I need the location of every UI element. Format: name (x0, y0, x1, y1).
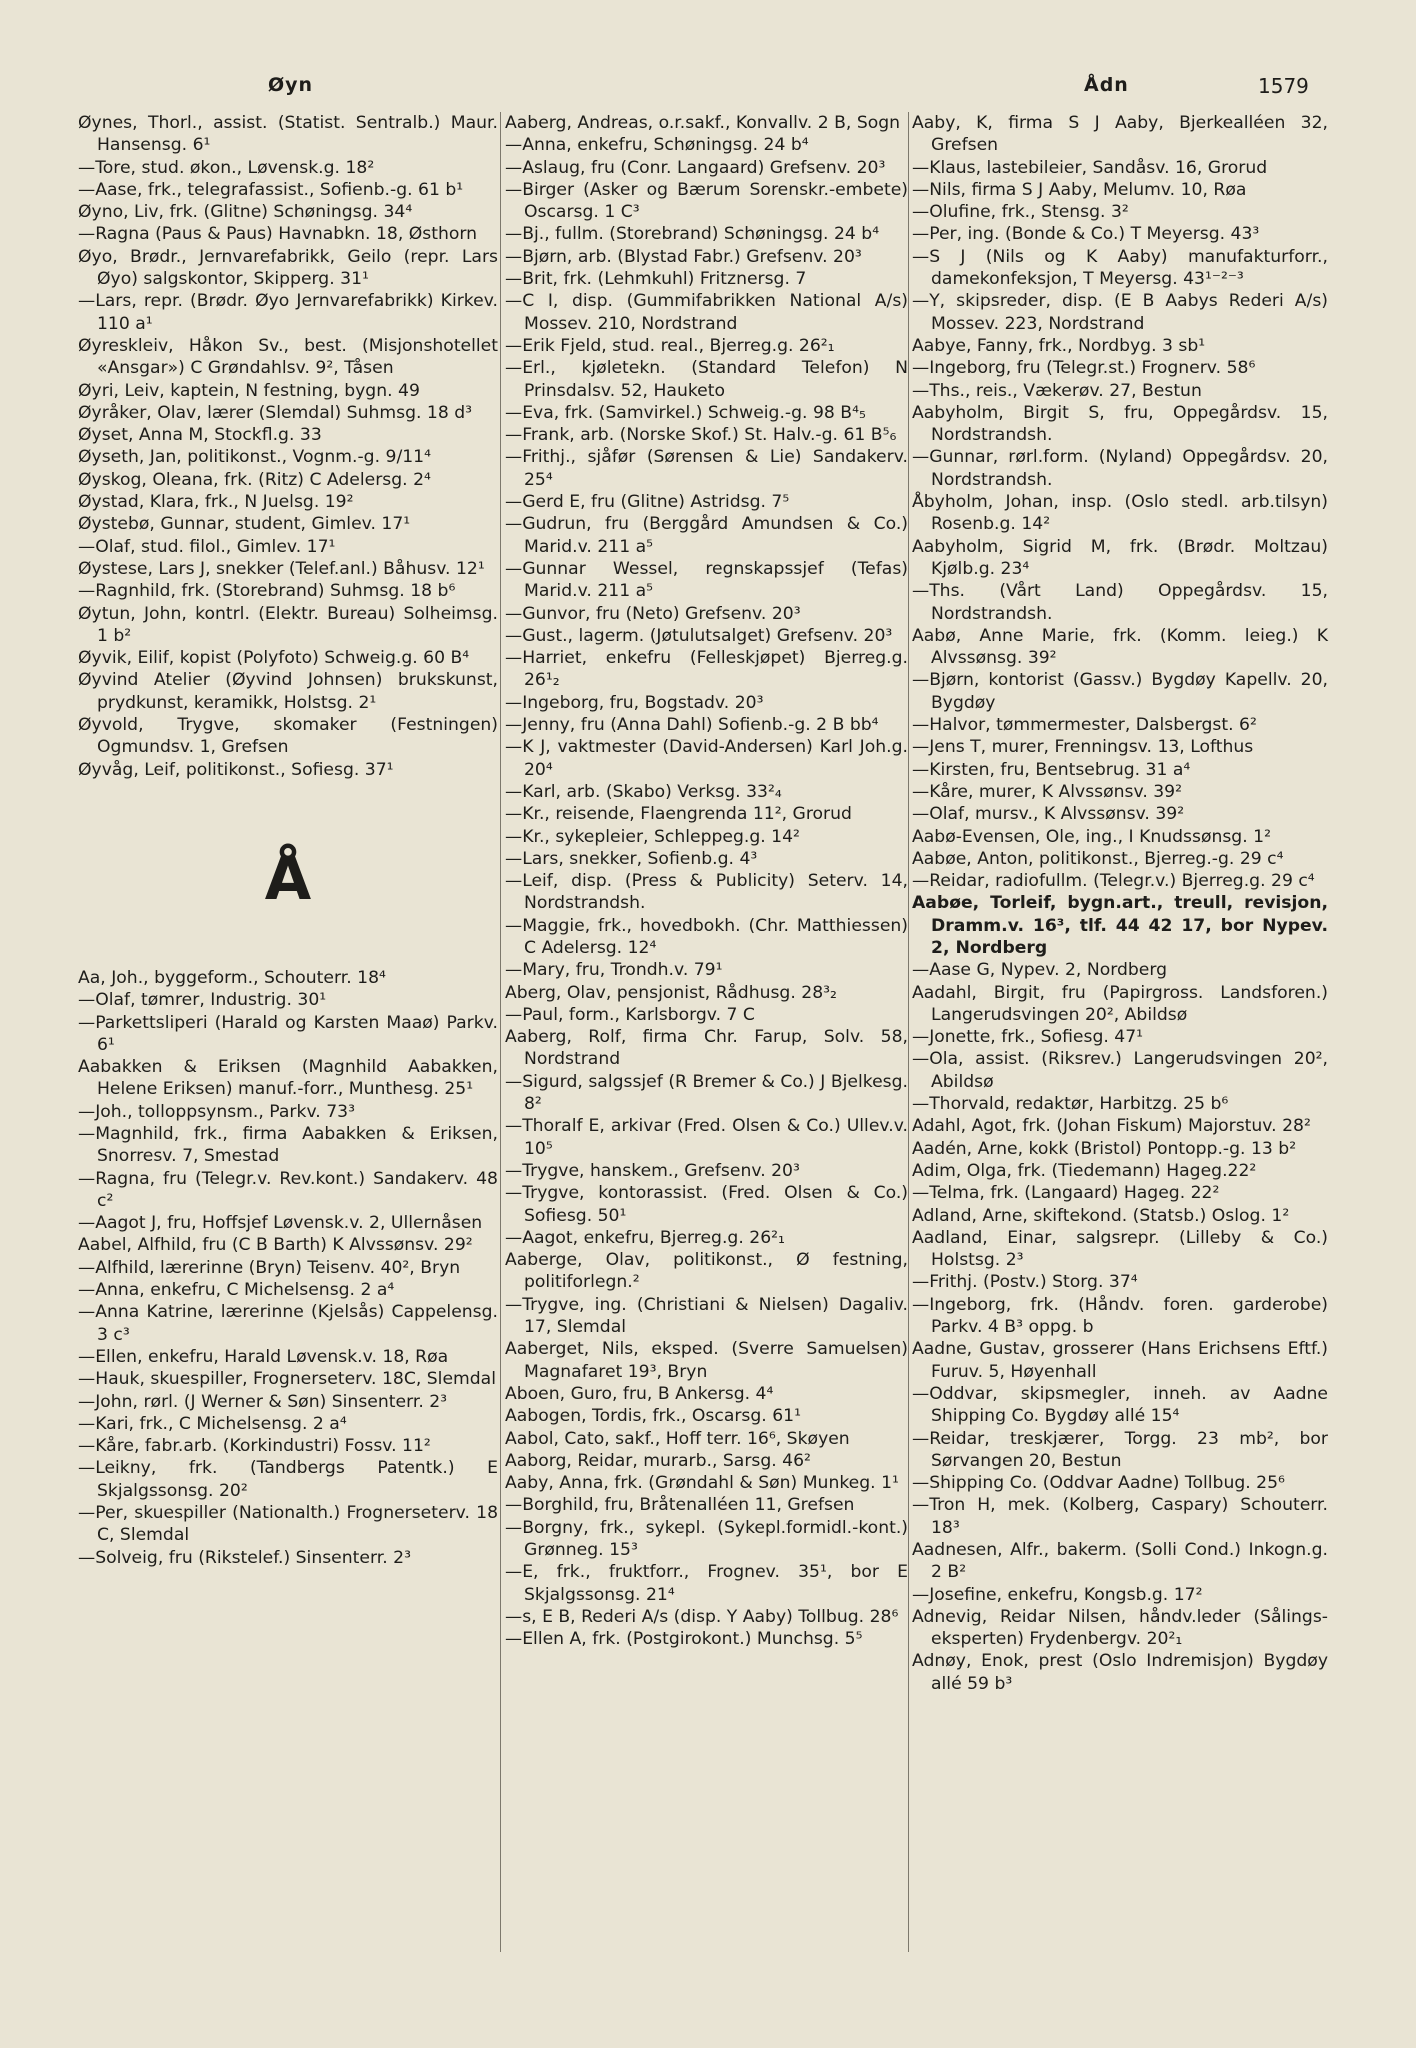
directory-entry: —Maggie, frk., hovedbokh. (Chr. Matthiessen) C Adelersg. 12⁴ (505, 915, 908, 958)
directory-entry: Aabye, Fanny, frk., Nordbyg. 3 sb¹ (912, 335, 1206, 356)
directory-entry: —Gunvor, fru (Neto) Grefsenv. 20³ (505, 603, 801, 624)
directory-entry: —Kari, frk., C Michelsensg. 2 a⁴ (78, 1413, 347, 1434)
directory-entry: —Solveig, fru (Rikstelef.) Sinsenterr. 2³ (78, 1547, 411, 1568)
directory-entry: —Sigurd, salgssjef (R Bremer & Co.) J Bjelkesg. 8² (505, 1071, 908, 1115)
directory-entry: —Thorvald, redaktør, Harbitzg. 25 b⁶ (912, 1094, 1229, 1115)
directory-entry: —Aslaug, fru (Conr. Langaard) Grefsenv. 20³ (505, 157, 886, 178)
directory-entry: Øyri, Leiv, kaptein, N festning, bygn. 49 (78, 380, 420, 401)
directory-entry: Aabol, Cato, sakf., Hoff terr. 16⁶, Skøyen (505, 1428, 850, 1449)
directory-entry: Øyvind Atelier (Øyvind Johnsen) brukskunst, prydkunst, keramikk, Holstsg. 2¹ (78, 670, 498, 713)
column-divider-1 (500, 112, 501, 1952)
directory-entry: Øyo, Brødr., Jernvarefabrikk, Geilo (repr. Lars Øyo) salgskontor, Skipperg. 31¹ (78, 246, 498, 290)
directory-entry: —C I, disp. (Gummifabrikken National A/s) Mossev. 210, Nordstrand (505, 291, 908, 334)
directory-entry: Aa, Joh., byggeform., Schouterr. 18⁴ (78, 967, 386, 988)
page-number: 1579 (1258, 74, 1309, 98)
directory-entry: Øyno, Liv, frk. (Glitne) Schøningsg. 34⁴ (78, 202, 413, 223)
directory-entry: —Leikny, frk. (Tandbergs Patentk.) E Skjalgssonsg. 20² (78, 1458, 498, 1501)
directory-entry: —Ellen A, frk. (Postgirokont.) Munchsg. 5⁵ (505, 1629, 863, 1650)
directory-entry: —Y, skipsreder, disp. (E B Aabys Rederi A/s) Mossev. 223, Nordstrand (912, 291, 1328, 334)
directory-entry: —Trygve, kontorassist. (Fred. Olsen & Co.) Sofiesg. 50¹ (505, 1183, 908, 1226)
directory-entry: Aboen, Guro, fru, B Ankersg. 4⁴ (505, 1383, 774, 1404)
directory-entry: —Birger (Asker og Bærum Sorenskr.-embete) Oscarsg. 1 C³ (505, 179, 908, 223)
directory-entry: —Tron H, mek. (Kolberg, Caspary) Schouterr. 18³ (912, 1495, 1328, 1538)
directory-entry: —Frank, arb. (Norske Skof.) St. Halv.-g. 61 B⁵₆ (505, 425, 897, 446)
directory-entry: —Per, skuespiller (Nationalth.) Frognerseterv. 18 C, Slemdal (78, 1503, 498, 1546)
directory-entry: Aabø, Anne Marie, frk. (Komm. leieg.) K Alvssønsg. 39² (912, 625, 1328, 669)
directory-entry: —Ths., reis., Vækerøv. 27, Bestun (912, 380, 1202, 401)
directory-entry: —Ingeborg, frk. (Håndv. foren. garderobe) Parkv. 4 B³ oppg. b (912, 1294, 1328, 1338)
directory-entry: Aabyholm, Birgit S, fru, Oppegårdsv. 15, Nordstrandsh. (912, 402, 1328, 446)
directory-entry: —Borgny, frk., sykepl. (Sykepl.formidl.-kont.) Grønneg. 15³ (505, 1517, 908, 1560)
directory-entry: Aaby, Anna, frk. (Grøndahl & Søn) Munkeg. 1¹ (505, 1473, 899, 1494)
directory-entry: —Halvor, tømmermester, Dalsbergst. 6² (912, 715, 1257, 736)
directory-entry: —Gunnar Wessel, regnskapssjef (Tefas) Marid.v. 211 a⁵ (505, 558, 908, 602)
directory-entry: Aaby, K, firma S J Aaby, Bjerkealléen 32, Grefsen (912, 113, 1328, 156)
directory-entry: —Olufine, frk., Stensg. 3² (912, 202, 1129, 223)
directory-entry: —Kåre, fabr.arb. (Korkindustri) Fossv. 11² (78, 1436, 431, 1457)
directory-entry: —Kåre, murer, K Alvssønsv. 39² (912, 781, 1183, 802)
directory-entry: —Thoralf E, arkivar (Fred. Olsen & Co.) Ullev.v. 10⁵ (505, 1116, 908, 1159)
directory-entry: Øyseth, Jan, politikonst., Vognm.-g. 9/11⁴ (78, 447, 432, 468)
directory-entry: —Olaf, stud. filol., Gimlev. 17¹ (78, 536, 336, 557)
directory-entry: Øyvold, Trygve, skomaker (Festningen) Ogmundsv. 1, Grefsen (78, 715, 498, 758)
directory-entry: —Reidar, treskjærer, Torgg. 23 mb², bor Sørvangen 20, Bestun (912, 1428, 1328, 1471)
directory-entry: —Borghild, fru, Bråtenalléen 11, Grefsen (505, 1495, 855, 1516)
directory-entry: Øystese, Lars J, snekker (Telef.anl.) Båhusv. 12¹ (78, 558, 485, 579)
directory-entry: —Joh., tolloppsynsm., Parkv. 73³ (78, 1101, 355, 1122)
directory-entry: —Karl, arb. (Skabo) Verksg. 33²₄ (505, 781, 782, 802)
directory-entry: —Erl., kjøletekn. (Standard Telefon) N Prinsdalsv. 52, Hauketo (505, 358, 908, 401)
directory-entry: —Alfhild, lærerinne (Bryn) Teisenv. 40², Bryn (78, 1257, 461, 1278)
column-1 (78, 112, 498, 1569)
directory-entry: Aabøe, Torleif, bygn.art., treull, revisjon, Dramm.v. 16³, tlf. 44 42 17, bor Nypev. 2, Nordberg (912, 893, 1328, 958)
directory-entry: —Gust., lagerm. (Jøtulutsalget) Grefsenv. 20³ (505, 625, 893, 646)
directory-entry: Øystad, Klara, frk., N Juelsg. 19² (78, 492, 354, 513)
directory-entry: —Harriet, enkefru (Felleskjøpet) Bjerreg.g. 26¹₂ (505, 648, 908, 691)
directory-entry: Øyråker, Olav, lærer (Slemdal) Suhmsg. 18 d³ (78, 402, 473, 423)
directory-entry: —Aagot, enkefru, Bjerreg.g. 26²₁ (505, 1227, 785, 1248)
directory-entry: Aadén, Arne, kokk (Bristol) Pontopp.-g. 13 b² (912, 1138, 1297, 1159)
directory-entry: —Hauk, skuespiller, Frognerseterv. 18C, Slemdal (78, 1369, 496, 1390)
directory-entry: Åbyholm, Johan, insp. (Oslo stedl. arb.tilsyn) Rosenb.g. 14² (912, 492, 1328, 535)
directory-entry: —Tore, stud. økon., Løvensk.g. 18² (78, 157, 375, 178)
directory-entry: Aadnesen, Alfr., bakerm. (Solli Cond.) Inkogn.g. 2 B² (912, 1540, 1328, 1583)
running-head-left: Øyn (268, 74, 314, 96)
directory-entry: —Trygve, hanskem., Grefsenv. 20³ (505, 1160, 800, 1181)
directory-entry: —Bjørn, arb. (Blystad Fabr.) Grefsenv. 20³ (505, 246, 862, 267)
directory-entry: Adnøy, Enok, prest (Oslo Indremisjon) Bygdøy allé 59 b³ (912, 1651, 1328, 1694)
directory-entry: —Gudrun, fru (Berggård Amundsen & Co.) Marid.v. 211 a⁵ (505, 514, 908, 557)
directory-entry: —Magnhild, frk., firma Aabakken & Eriksen, Snorresv. 7, Smestad (78, 1123, 498, 1167)
directory-entry: Adahl, Agot, frk. (Johan Fiskum) Majorstuv. 28² (912, 1116, 1311, 1137)
directory-entry: —Kr., sykepleier, Schleppeg.g. 14² (505, 826, 800, 847)
directory-entry: Aabel, Alfhild, fru (C B Barth) K Alvssønsv. 29² (78, 1235, 473, 1256)
directory-entry: —Ragnhild, frk. (Storebrand) Suhmsg. 18 b⁶ (78, 581, 456, 602)
directory-entry: —Eva, frk. (Samvirkel.) Schweig.-g. 98 B⁴₅ (505, 402, 866, 423)
directory-entry: —Erik Fjeld, stud. real., Bjerreg.g. 26²₁ (505, 335, 835, 356)
directory-entry: Aadahl, Birgit, fru (Papirgross. Landsforen.) Langerudsvingen 20², Abildsø (912, 982, 1328, 1025)
running-head-right: Ådn (1084, 74, 1129, 96)
directory-entry: Aabakken & Eriksen (Magnhild Aabakken, Helene Eriksen) manuf.-forr., Munthesg. 25¹ (78, 1057, 498, 1100)
directory-entry: Aaborg, Reidar, murarb., Sarsg. 46² (505, 1450, 811, 1471)
section-letter: Å (264, 843, 312, 914)
directory-entry: Øyset, Anna M, Stockfl.g. 33 (78, 425, 322, 446)
directory-entry: Øyvik, Eilif, kopist (Polyfoto) Schweig.g. 60 B⁴ (78, 648, 470, 669)
directory-entry: —Gerd E, fru (Glitne) Astridsg. 7⁵ (505, 492, 790, 513)
directory-entry: —Jenny, fru (Anna Dahl) Sofienb.-g. 2 B bb⁴ (505, 715, 879, 736)
directory-entry: —Ths. (Vårt Land) Oppegårdsv. 15, Nordstrandsh. (912, 581, 1328, 624)
directory-entry: —Trygve, ing. (Christiani & Nielsen) Dagaliv. 17, Slemdal (505, 1294, 908, 1338)
directory-entry: —Ragna, fru (Telegr.v. Rev.kont.) Sandakerv. 48 c² (78, 1168, 498, 1211)
directory-entry: —Per, ing. (Bonde & Co.) T Meyersg. 43³ (912, 224, 1260, 245)
directory-entry: Aaberg, Rolf, firma Chr. Farup, Solv. 58, Nordstrand (505, 1027, 908, 1070)
directory-entry: Aabøe, Anton, politikonst., Bjerreg.-g. 29 c⁴ (912, 848, 1284, 869)
directory-entry: —Gunnar, rørl.form. (Nyland) Oppegårdsv. 20, Nordstrandsh. (912, 447, 1328, 490)
column-2 (505, 112, 908, 1650)
directory-entry: —Lars, repr. (Brødr. Øyo Jernvarefabrikk) Kirkev. 110 a¹ (78, 291, 498, 334)
directory-entry: —K J, vaktmester (David-Andersen) Karl Joh.g. 20⁴ (505, 737, 908, 780)
directory-entry: —Aase G, Nypev. 2, Nordberg (912, 960, 1168, 981)
directory-entry: —Anna, enkefru, Schøningsg. 24 b⁴ (505, 135, 809, 156)
directory-entry: —Bjørn, kontorist (Gassv.) Bygdøy Kapellv. 20, Bygdøy (912, 670, 1328, 713)
directory-entry: Øyvåg, Leif, politikonst., Sofiesg. 37¹ (78, 759, 394, 780)
directory-entry: —Jonette, frk., Sofiesg. 47¹ (912, 1027, 1144, 1048)
directory-entry: —Paul, form., Karlsborgv. 7 C (505, 1004, 755, 1025)
directory-entry: —John, rørl. (J Werner & Søn) Sinsenterr. 2³ (78, 1391, 448, 1412)
directory-entry: Aaberget, Nils, eksped. (Sverre Samuelsen) Magnafaret 19³, Bryn (505, 1339, 908, 1382)
directory-entry: —Olaf, tømrer, Industrig. 30¹ (78, 990, 327, 1011)
directory-entry: Øynes, Thorl., assist. (Statist. Sentralb.) Maur. Hansensg. 6¹ (78, 113, 498, 156)
directory-entry: —Shipping Co. (Oddvar Aadne) Tollbug. 25⁶ (912, 1473, 1285, 1494)
directory-entry: Aabø-Evensen, Ole, ing., I Knudssønsg. 1² (912, 826, 1271, 847)
directory-entry: —Klaus, lastebileier, Sandåsv. 16, Grorud (912, 157, 1268, 178)
directory-entry: —Ellen, enkefru, Harald Løvensk.v. 18, Røa (78, 1346, 449, 1367)
directory-entry: —Leif, disp. (Press & Publicity) Seterv. 14, Nordstrandsh. (505, 871, 908, 914)
directory-entry: —Mary, fru, Trondh.v. 79¹ (505, 960, 723, 981)
directory-entry: —Kr., reisende, Flaengrenda 11², Grorud (505, 804, 852, 825)
directory-entry: Aberg, Olav, pensjonist, Rådhusg. 28³₂ (505, 982, 837, 1003)
directory-entry: —Oddvar, skipsmegler, inneh. av Aadne Shipping Co. Bygdøy allé 15⁴ (912, 1383, 1328, 1427)
directory-entry: —S J (Nils og K Aaby) manufakturforr., damekonfeksjon, T Meyersg. 43¹⁻²⁻³ (912, 246, 1328, 290)
directory-entry: Aaberg, Andreas, o.r.sakf., Konvallv. 2 B, Sogn (505, 113, 901, 133)
directory-entry: Adim, Olga, frk. (Tiedemann) Hageg.22² (912, 1160, 1257, 1181)
directory-entry: —Ingeborg, fru, Bogstadv. 20³ (505, 692, 764, 713)
directory-entry: —Ragna (Paus & Paus) Havnabkn. 18, Østhorn (78, 224, 478, 245)
directory-entry: —Aagot J, fru, Hoffsjef Løvensk.v. 2, Ullernåsen (78, 1213, 483, 1234)
directory-entry: Aadne, Gustav, grosserer (Hans Erichsens Eftf.) Furuv. 5, Høyenhall (912, 1339, 1328, 1382)
directory-entry: —Anna Katrine, lærerinne (Kjelsås) Cappelensg. 3 c³ (78, 1302, 498, 1345)
directory-entry: —Reidar, radiofullm. (Telegr.v.) Bjerreg.g. 29 c⁴ (912, 871, 1315, 892)
directory-entry: Øytun, John, kontrl. (Elektr. Bureau) Solheimsg. 1 b² (78, 603, 498, 646)
directory-entry: Aabyholm, Sigrid M, frk. (Brødr. Moltzau) Kjølb.g. 23⁴ (912, 536, 1328, 579)
directory-entry: —Aase, frk., telegrafassist., Sofienb.-g. 61 b¹ (78, 179, 464, 200)
directory-entry: Øyskog, Oleana, frk. (Ritz) C Adelersg. 2⁴ (78, 469, 431, 490)
directory-entry: —s, E B, Rederi A/s (disp. Y Aaby) Tollbug. 28⁶ (505, 1606, 899, 1627)
directory-entry: —E, frk., fruktforr., Frognev. 35¹, bor E Skjalgssonsg. 21⁴ (505, 1562, 908, 1605)
directory-entry: —Kirsten, fru, Bentsebrug. 31 a⁴ (912, 759, 1191, 780)
directory-entry: —Lars, snekker, Sofienb.g. 4³ (505, 848, 758, 869)
directory-entry: —Ingeborg, fru (Telegr.st.) Frognerv. 58⁶ (912, 358, 1256, 379)
directory-entry: —Ola, assist. (Riksrev.) Langerudsvingen 20², Abildsø (912, 1049, 1328, 1092)
directory-entry: Øyreskleiv, Håkon Sv., best. (Misjonshotellet «Ansgar») C Grøndahlsv. 9², Tåsen (78, 335, 498, 379)
directory-entry: —Frithj., sjåfør (Sørensen & Lie) Sandakerv. 25⁴ (505, 447, 908, 490)
directory-entry: —Frithj. (Postv.) Storg. 37⁴ (912, 1272, 1138, 1293)
directory-entry: —Anna, enkefru, C Michelsensg. 2 a⁴ (78, 1280, 395, 1301)
directory-entry: Aaberge, Olav, politikonst., Ø festning, politiforlegn.² (505, 1250, 908, 1293)
directory-entry: Øystebø, Gunnar, student, Gimlev. 17¹ (78, 514, 411, 535)
directory-entry: —Brit, frk. (Lehmkuhl) Fritznersg. 7 (505, 269, 807, 290)
column-3 (912, 112, 1328, 1695)
directory-entry: Adnevig, Reidar Nilsen, håndv.leder (Sålings-eksperten) Frydenbergv. 20²₁ (912, 1606, 1328, 1650)
directory-entry: —Nils, firma S J Aaby, Melumv. 10, Røa (912, 179, 1247, 200)
directory-entry: —Olaf, mursv., K Alvssønsv. 39² (912, 804, 1185, 825)
directory-entry: —Bj., fullm. (Storebrand) Schøningsg. 24 b⁴ (505, 224, 880, 245)
directory-entry: —Josefine, enkefru, Kongsb.g. 17² (912, 1584, 1203, 1605)
column-divider-2 (908, 112, 909, 1952)
directory-entry: —Parkettsliperi (Harald og Karsten Maaø) Parkv. 6¹ (78, 1012, 498, 1055)
directory-entry: —Jens T, murer, Frenningsv. 13, Lofthus (912, 737, 1254, 758)
directory-entry: —Telma, frk. (Langaard) Hageg. 22² (912, 1183, 1220, 1204)
directory-entry: Adland, Arne, skiftekond. (Statsb.) Oslog. 1² (912, 1205, 1290, 1226)
directory-entry: Aadland, Einar, salgsrepr. (Lilleby & Co.) Holstsg. 2³ (912, 1227, 1328, 1271)
directory-entry: Aabogen, Tordis, frk., Oscarsg. 61¹ (505, 1406, 801, 1427)
